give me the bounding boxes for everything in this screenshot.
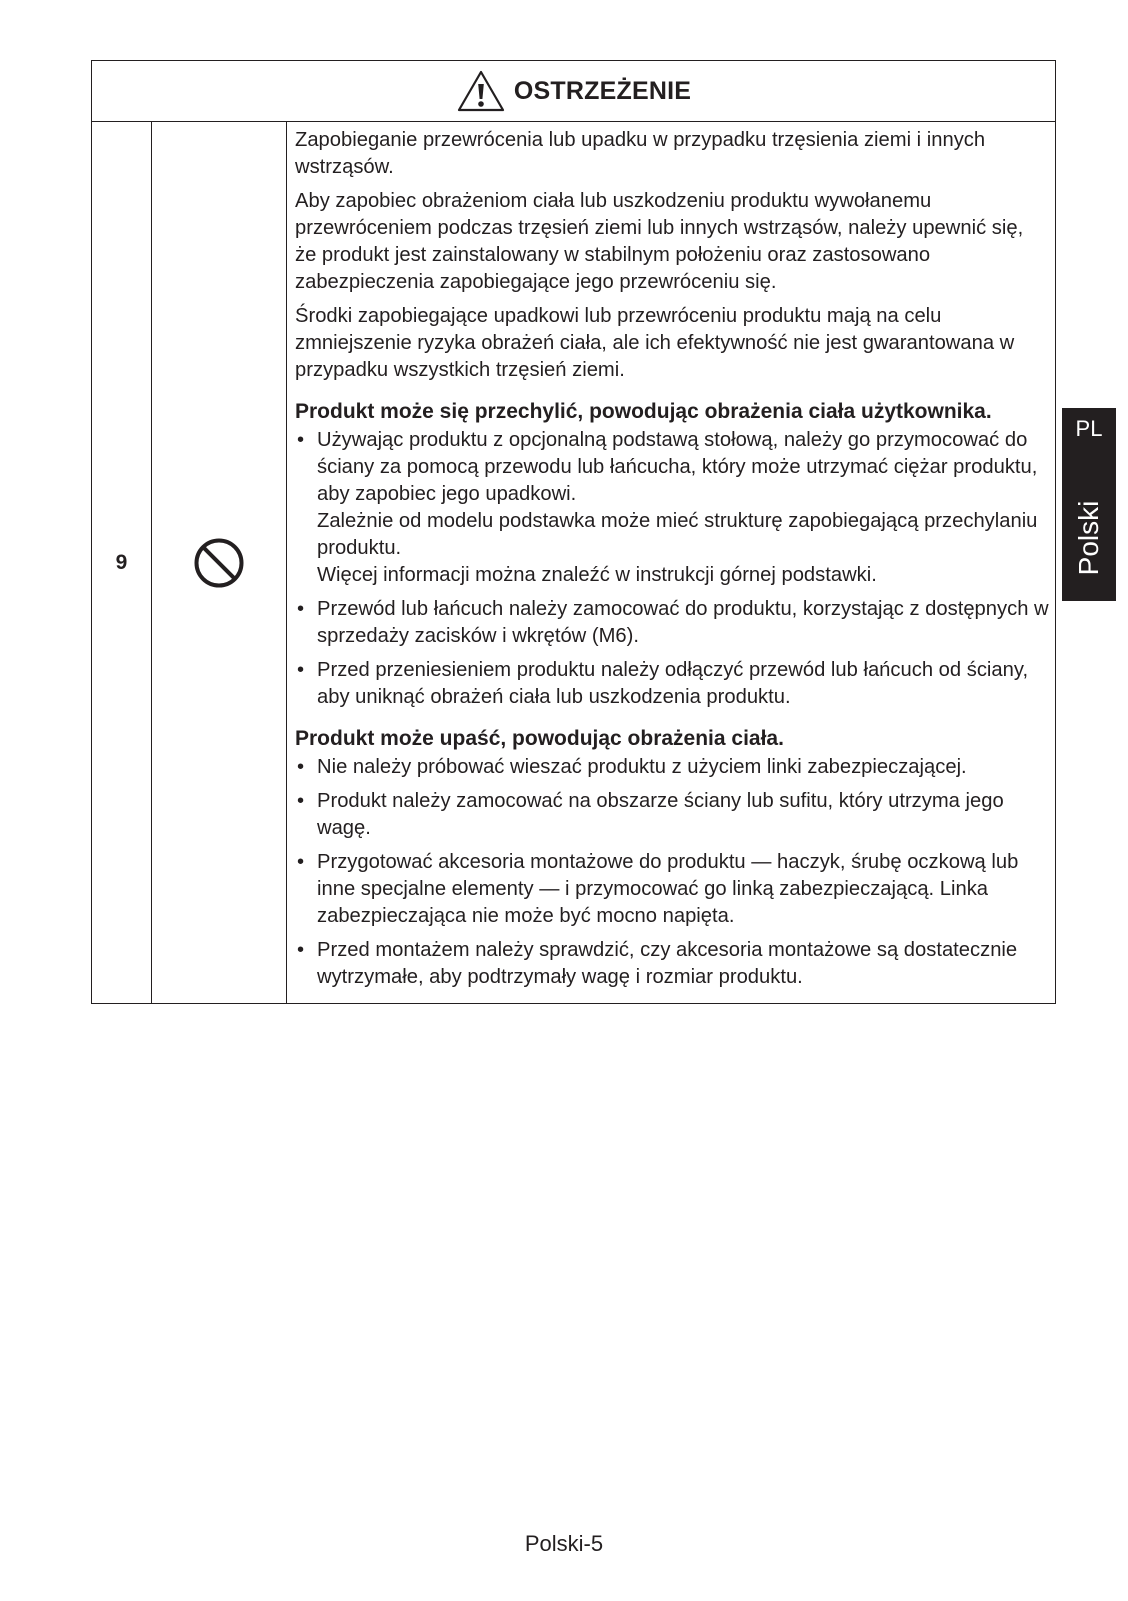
list-item: • Przygotować akcesoria montażowe do produktu — haczyk, śrubę oczkową lub inne specjalne elementy — i przymocować go linką zabezpieczającą. Linka zabezpieczająca nie może być mocno napięta. (295, 849, 1049, 930)
warning-row (92, 122, 1055, 1003)
intro-paragraph: Środki zapobiegające upadkowi lub przewróceniu produktu mają na celu zmniejszenie ryzyka obrażeń ciała, ale ich efektywność nie jest gwarantowana w przypadku wszystkich trzęsień ziemi. (295, 305, 1015, 381)
warning-triangle-icon (456, 69, 506, 113)
warning-header (92, 61, 1055, 122)
warning-title: OSTRZEŻENIE (513, 76, 692, 105)
prohibition-icon (193, 537, 245, 589)
list-item: • Przewód lub łańcuch należy zamocować do produktu, korzystając z dostępnych w sprzedaży zacisków i wkrętów (M6). (295, 596, 1049, 650)
fall-bullet-list (295, 754, 1049, 991)
list-item: • Produkt należy zamocować na obszarze ściany lub sufitu, który utrzyma jego wagę. (295, 788, 1049, 842)
language-side-tab (1062, 408, 1116, 601)
language-label: Polski (1073, 500, 1104, 576)
warning-table (91, 60, 1056, 1004)
section-heading-tilt: Produkt może się przechylić, powodując obrażenia ciała użytkownika. (295, 400, 992, 423)
row-number: 9 (92, 122, 152, 1003)
section-heading-fall: Produkt może upaść, powodując obrażenia ciała. (295, 727, 784, 750)
warning-text (287, 122, 1055, 1003)
intro-title: Zapobieganie przewrócenia lub upadku w przypadku trzęsienia ziemi i innych wstrząsów. (295, 129, 986, 178)
tilt-bullet-list (295, 427, 1049, 711)
list-item: • Nie należy próbować wieszać produktu z użyciem linki zabezpieczającej. (295, 754, 1049, 781)
list-item: • Przed przeniesieniem produktu należy odłączyć przewód lub łańcuch od ściany, aby uniknąć obrażeń ciała lub uszkodzenia produktu. (295, 657, 1049, 711)
icon-cell (152, 122, 287, 1003)
list-item: • Przed montażem należy sprawdzić, czy akcesoria montażowe są dostatecznie wytrzymałe, aby podtrzymały wagę i rozmiar produktu. (295, 937, 1049, 991)
language-code: PL (1075, 416, 1103, 441)
page-number: Polski-5 (524, 1531, 604, 1556)
intro-paragraph: Aby zapobiec obrażeniom ciała lub uszkodzeniu produktu wywołanemu przewróceniem podczas trzęsień ziemi lub innych wstrząsów, należy upewnić się, że produkt jest zainstalowany w stabilnym położeniu oraz zastosowano zabezpieczenia zapobiegające jego przewróceniu się. (295, 190, 1024, 293)
list-item: • Używając produktu z opcjonalną podstawą stołową, należy go przymocować do ściany za pomocą przewodu lub łańcucha, który może utrzymać ciężar produktu, aby zapobiec jego upadkowi. Zależnie od modelu podstawka może mieć strukturę zapobiegającą przechylaniu produktu. Więcej informacji można znaleźć w instrukcji górnej podstawki. (295, 427, 1049, 589)
